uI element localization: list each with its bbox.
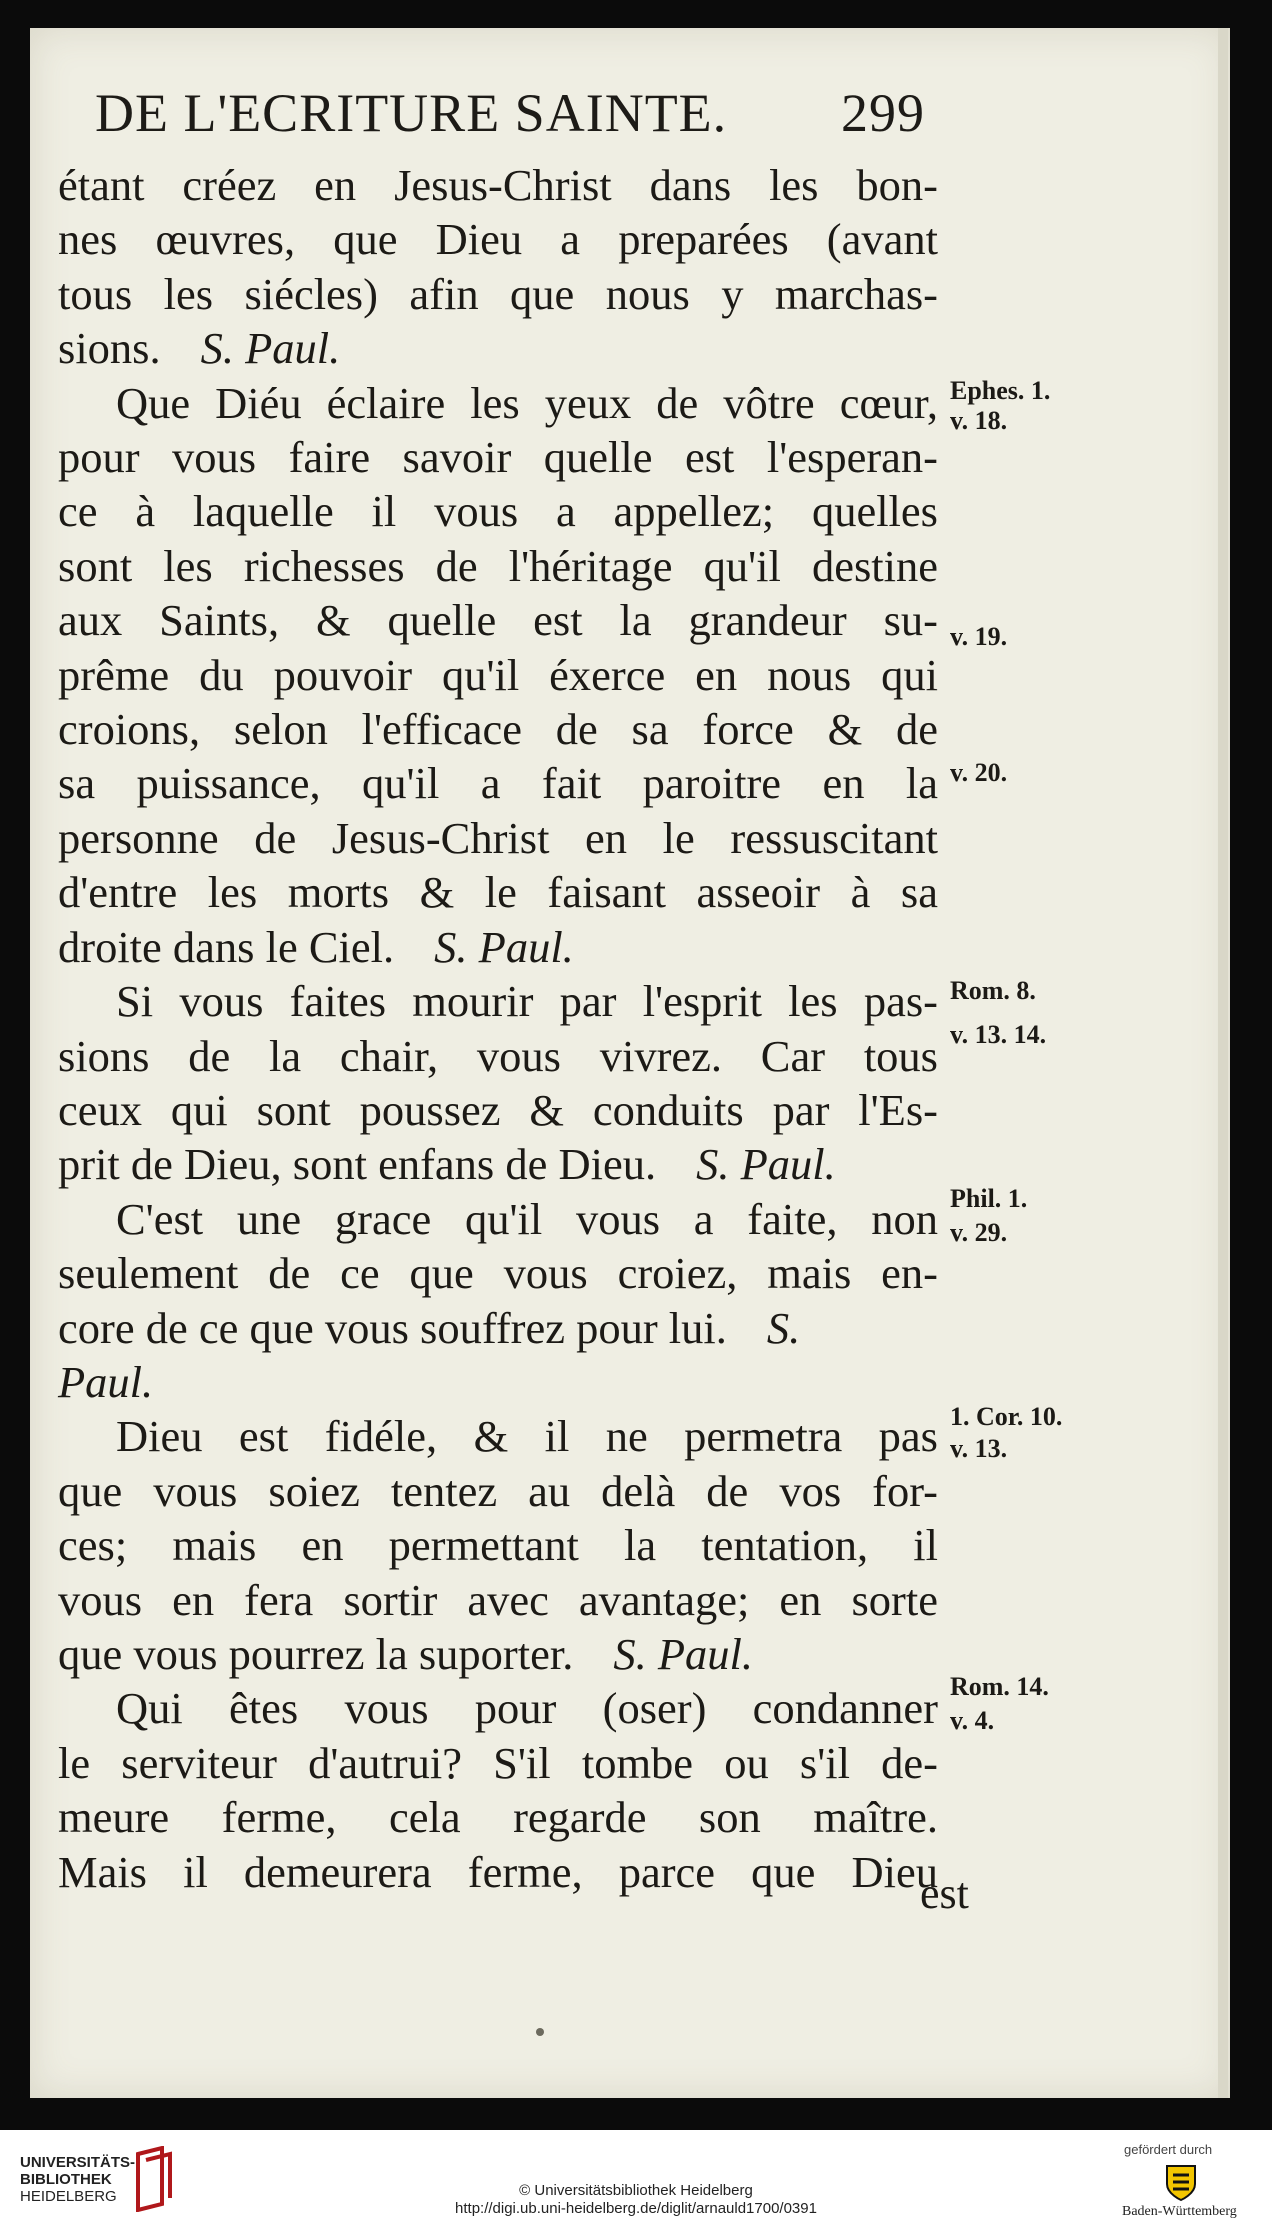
- text-line: Mais il demeurera ferme, parce que Dieu: [58, 1846, 938, 1897]
- attribution: S. Paul.: [613, 1628, 753, 1679]
- text-line: Dieu est fidéle, & il ne permetra pas: [116, 1411, 938, 1462]
- permalink[interactable]: http://digi.ub.uni-heidelberg.de/diglit/arnauld1700/0391: [455, 2200, 817, 2217]
- margin-note: v. 19.: [950, 622, 1008, 651]
- page-number: 299: [841, 83, 925, 143]
- text-line: le serviteur d'autrui? S'il tombe ou s'il de-: [58, 1737, 938, 1788]
- text-span: droite dans le Ciel.: [58, 921, 395, 972]
- footer: [0, 2130, 1272, 2228]
- text-line: [58, 1137, 938, 1191]
- text-line: ce à laquelle il vous a appellez; quelles: [58, 486, 938, 537]
- page-edge: [1218, 28, 1228, 2098]
- margin-note: Ephes. 1.: [950, 376, 1051, 405]
- text-line: ceux qui sont poussez & conduits par l'Es-: [58, 1084, 938, 1135]
- text-line: prême du pouvoir qu'il éxerce en nous qui: [58, 649, 938, 700]
- margin-note: v. 18.: [950, 406, 1008, 435]
- margin-note: v. 4.: [950, 1706, 995, 1735]
- text-span: que vous pourrez la suporter.: [58, 1628, 574, 1679]
- margin-note: v. 29.: [950, 1218, 1008, 1247]
- text-span: prit de Dieu, sont enfans de Dieu.: [58, 1139, 657, 1190]
- attribution: S. Paul.: [696, 1139, 836, 1190]
- text-span: sions.: [58, 323, 161, 374]
- text-line: [58, 1301, 938, 1355]
- text-line: [58, 920, 938, 974]
- attribution: S. Paul.: [200, 323, 341, 374]
- library-name-line: HEIDELBERG: [20, 2188, 117, 2205]
- text-line: personne de Jesus-Christ en le ressuscitant: [58, 812, 938, 863]
- text-line: meure ferme, cela regarde son maître.: [58, 1792, 938, 1843]
- running-head-title: DE L'ECRITURE SAINTE.: [95, 83, 728, 143]
- text-line: étant créez en Jesus-Christ dans les bon-: [58, 160, 938, 210]
- margin-note: v. 13.: [950, 1434, 1008, 1463]
- catchword: est: [920, 1869, 969, 1918]
- text-span: core de ce que vous souffrez pour lui.: [58, 1302, 727, 1353]
- attribution: S. Paul.: [434, 921, 574, 972]
- margin-note: Rom. 8.: [950, 976, 1036, 1005]
- text-line: vous en fera sortir avec avantage; en sorte: [58, 1574, 938, 1625]
- text-line: Si vous faites mourir par l'esprit les pas-: [116, 976, 938, 1027]
- text-line: C'est une grace qu'il vous a faite, non: [116, 1193, 938, 1244]
- margin-note: v. 13. 14.: [950, 1020, 1047, 1049]
- page-mark-dot: [536, 2028, 544, 2036]
- running-head: [95, 82, 925, 144]
- funded-by-label: gefördert durch: [1124, 2142, 1213, 2157]
- text-line: ces; mais en permettant la tentation, il: [58, 1520, 938, 1571]
- margin-note: Rom. 14.: [950, 1672, 1049, 1701]
- body-text: [58, 158, 938, 1899]
- text-line: seulement de ce que vous croiez, mais en-: [58, 1248, 938, 1299]
- margin-note: 1. Cor. 10.: [950, 1402, 1063, 1431]
- text-line: d'entre les morts & le faisant asseoir à sa: [58, 867, 938, 918]
- library-name-line: BIBLIOTHEK: [20, 2171, 112, 2188]
- text-line: tous les siécles) afin que nous y marchas-: [58, 268, 938, 319]
- library-name-line: UNIVERSITÄTS-: [20, 2154, 136, 2171]
- text-line: nes œuvres, que Dieu a preparées (avant: [58, 214, 938, 265]
- text-line: Que Diéu éclaire les yeux de vôtre cœur,: [116, 377, 938, 428]
- funder-name: Baden-Württemberg: [1122, 2204, 1237, 2219]
- text-line: que vous soiez tentez au delà de vos for-: [58, 1465, 938, 1516]
- text-line: sions de la chair, vous vivrez. Car tous: [58, 1030, 938, 1081]
- copyright-text: © Universitätsbibliothek Heidelberg: [519, 2182, 753, 2199]
- copyright-notice: [0, 2182, 1272, 2218]
- text-line: pour vous faire savoir quelle est l'esperan-: [58, 432, 938, 483]
- attribution: S.: [766, 1302, 801, 1353]
- text-line: sont les richesses de l'héritage qu'il destine: [58, 540, 938, 591]
- coat-of-arms-icon: [1164, 2162, 1198, 2202]
- text-line: [58, 321, 938, 375]
- text-line: sa puissance, qu'il a fait paroitre en la: [58, 758, 938, 809]
- text-line: Qui êtes vous pour (oser) condanner: [116, 1683, 938, 1734]
- margin-note: v. 20.: [950, 758, 1008, 787]
- text-line: Paul.: [58, 1356, 154, 1407]
- text-line: aux Saints, & quelle est la grandeur su-: [58, 595, 938, 646]
- margin-note: Phil. 1.: [950, 1184, 1028, 1213]
- text-line: croions, selon l'efficace de sa force & de: [58, 704, 938, 755]
- text-line: [58, 1627, 938, 1681]
